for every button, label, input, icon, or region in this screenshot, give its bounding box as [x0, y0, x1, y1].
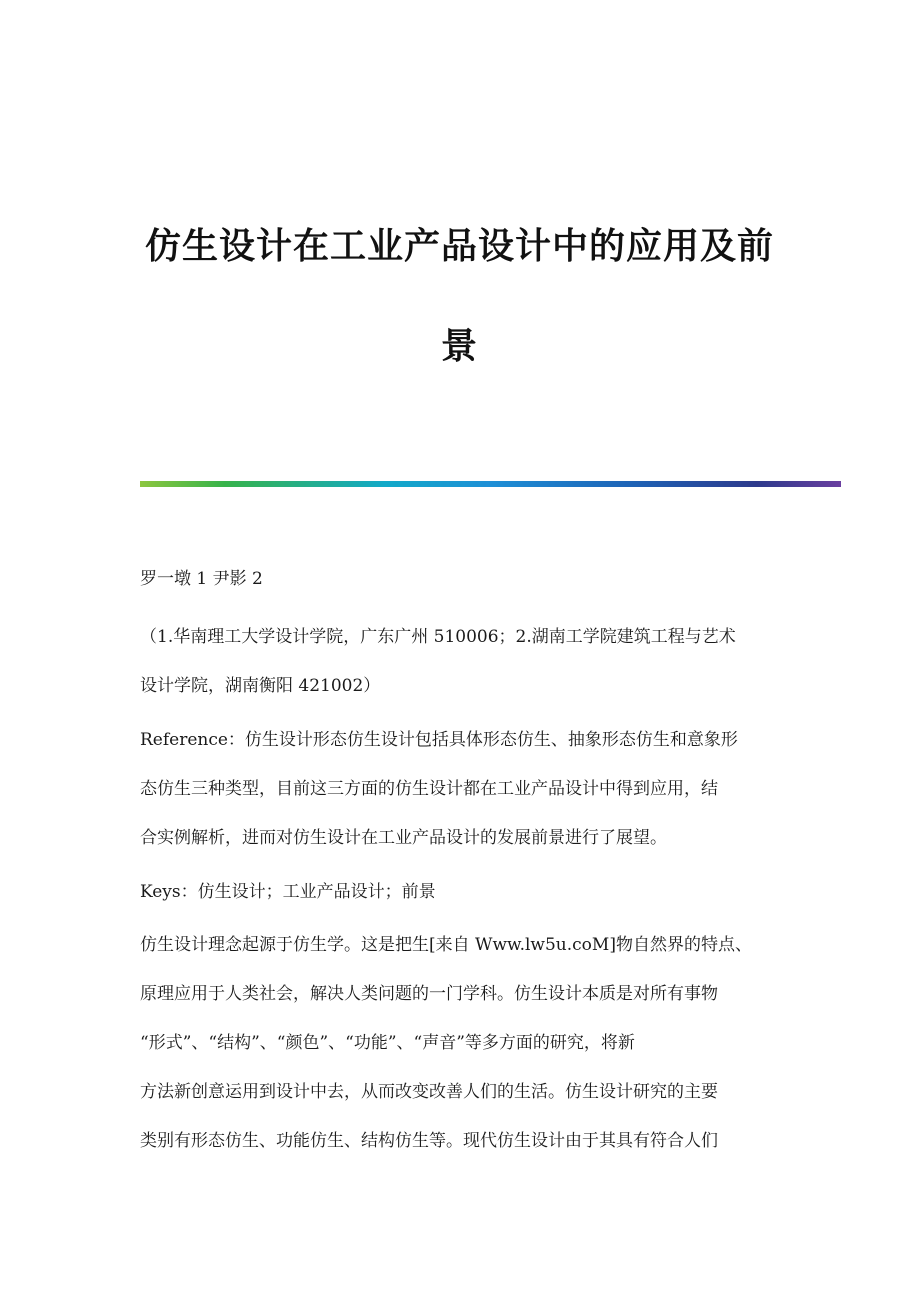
body-line: 仿生设计理念起源于仿生学。这是把生[来自 Www.lw5u.coM]物自然界的特点、: [140, 935, 752, 955]
keywords-line: Keys：仿生设计；工业产品设计；前景: [140, 882, 436, 902]
gradient-divider: [140, 481, 841, 487]
authors-line: 罗一墩 1 尹影 2: [140, 569, 263, 589]
reference-abstract: [140, 716, 780, 863]
affiliation: [140, 613, 780, 711]
authors: [140, 555, 780, 604]
affiliation-line: （1.华南理工大学设计学院，广东广州 510006；2.湖南工学院建筑工程与艺术: [140, 627, 736, 647]
affiliation-line: 设计学院，湖南衡阳 421002）: [140, 676, 381, 696]
keywords: [140, 868, 780, 917]
body-line: 类别有形态仿生、功能仿生、结构仿生等。现代仿生设计由于其具有符合人们: [140, 1131, 718, 1151]
body-paragraph: [140, 921, 780, 1166]
body-line: “形式”、“结构”、“颜色”、“功能”、“声音”等多方面的研究，将新: [140, 1033, 635, 1053]
reference-line: 合实例解析，进而对仿生设计在工业产品设计的发展前景进行了展望。: [140, 828, 667, 848]
body-line: 方法新创意运用到设计中去，从而改变改善人们的生活。仿生设计研究的主要: [140, 1082, 718, 1102]
reference-line: Reference：仿生设计形态仿生设计包括具体形态仿生、抽象形态仿生和意象形: [140, 730, 738, 750]
body-line: 原理应用于人类社会，解决人类问题的一门学科。仿生设计本质是对所有事物: [140, 984, 718, 1004]
document-title-line-1: 仿生设计在工业产品设计中的应用及前: [145, 226, 775, 267]
reference-line: 态仿生三种类型，目前这三方面的仿生设计都在工业产品设计中得到应用，结: [140, 779, 718, 799]
document-title-line-2: 景: [441, 326, 479, 367]
